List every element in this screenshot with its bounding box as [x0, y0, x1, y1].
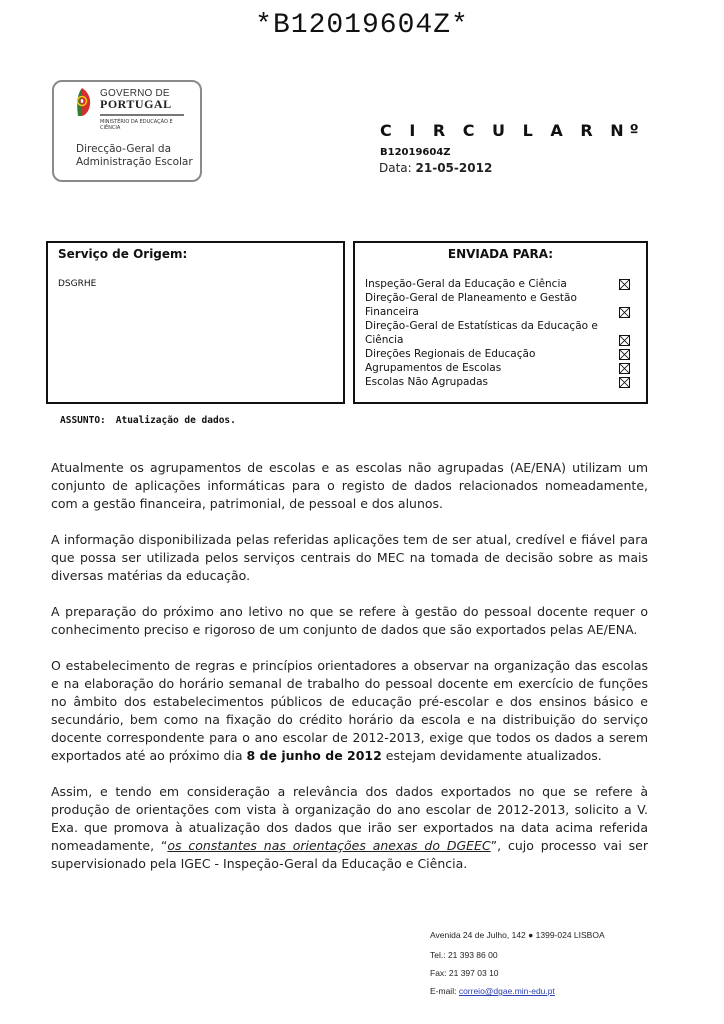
checked-box-icon[interactable] — [619, 377, 630, 388]
circular-number: B12019604Z — [380, 147, 451, 158]
date-value: 21-05-2012 — [415, 161, 493, 175]
body-paragraph-3: A preparação do próximo ano letivo no que se refere à gestão do pessoal docente requer o conhecimento preciso e rigoroso de um conjunto de dados que são exportados pelas AE/ENA. — [51, 604, 648, 637]
subject-label: ASSUNTO: — [60, 415, 106, 426]
email-label: E-mail: — [430, 986, 459, 996]
email-link[interactable]: correio@dgae.min-edu.pt — [458, 986, 555, 996]
recipient-item: Direção-Geral de Estatísticas da Educação e Ciência — [365, 320, 598, 346]
recipient-item: Agrupamentos de Escolas — [365, 362, 502, 374]
footer-fax: Fax: 21 397 03 10 — [430, 968, 499, 978]
origin-box — [46, 241, 345, 404]
logo-governo: GOVERNO DE — [100, 88, 170, 99]
logo-ministry: MINISTÉRIO DA EDUCAÇÃO E CIÊNCIA — [100, 119, 173, 131]
deadline-date: 8 de junho de 2012 — [246, 748, 382, 763]
annex-reference: os constantes nas orientações anexas do DGEEC — [167, 838, 491, 853]
footer-tel: Tel.: 21 393 86 00 — [430, 950, 498, 960]
portugal-flag-emblem-icon — [74, 87, 92, 117]
circular-label: C I R C U L A R Nº — [380, 121, 645, 140]
checked-box-icon[interactable] — [619, 363, 630, 374]
barcode-header: *B12019604Z* — [255, 10, 469, 41]
institution-logo — [52, 80, 202, 182]
body-paragraph-4: O estabelecimento de regras e princípios orientadores a observar na organização das escolas e na elaboração do horário semanal de trabalho do pessoal docente em exercício de funções no âmbito dos estabelecimentos públicos de educação pré-escolar e dos ensinos básico e secundário, bem como na fixação do crédito horário da escola e na distribuição do serviço docente correspondente para o ano escolar de 2012-2013, exige que todos os dados a serem exportados até ao próximo dia 8 de junho de 2012 estejam devidamente atualizados. — [51, 658, 648, 763]
checked-box-icon[interactable] — [619, 279, 630, 290]
checked-box-icon[interactable] — [619, 307, 630, 318]
recipient-item: Escolas Não Agrupadas — [365, 376, 489, 388]
subject-line — [60, 415, 236, 426]
footer-email-line — [430, 986, 555, 996]
origin-value: DSGRHE — [58, 279, 97, 289]
circular-title — [380, 121, 724, 159]
circular-date — [379, 161, 492, 175]
logo-directorate — [76, 143, 193, 169]
checked-box-icon[interactable] — [619, 335, 630, 346]
logo-directorate-line1: Direcção-Geral da — [76, 143, 172, 155]
subject-text: Atualização de dados. — [115, 415, 236, 426]
logo-portugal: PORTUGAL — [100, 97, 172, 111]
recipients-title: ENVIADA PARA: — [447, 247, 554, 261]
body-paragraph-5: Assim, e tendo em consideração a relevância dos dados exportados no que se refere à produção de orientações com vista à organização do ano escolar de 2012-2013, solicito a V. Exa. que promova à atualização dos dados que irão ser exportados na data acima referida nomeadamente, “os constantes nas orientações anexas do DGEEC”, cujo processo vai ser supervisionado pela IGEC - Inspeção-Geral da Educação e Ciência. — [51, 784, 648, 871]
recipient-item: Inspeção-Geral da Educação e Ciência — [365, 278, 567, 290]
date-label: Data: — [379, 161, 412, 175]
recipient-item: Direções Regionais de Educação — [365, 348, 536, 360]
footer-address: Avenida 24 de Julho, 142 ● 1399-024 LISBOA — [430, 930, 605, 940]
logo-directorate-line2: Administração Escolar — [76, 156, 193, 168]
logo-divider — [100, 114, 184, 116]
body-paragraph-1: Atualmente os agrupamentos de escolas e as escolas não agrupadas (AE/ENA) utilizam um conjunto de aplicações informáticas para o registo de dados relacionados nomeadamente, com a gestão financeira, patrimonial, de pessoal e dos alunos. — [51, 460, 648, 511]
checked-box-icon[interactable] — [619, 349, 630, 360]
recipient-item: Direção-Geral de Planeamento e Gestão Financeira — [365, 292, 577, 318]
body-paragraph-2: A informação disponibilizada pelas referidas aplicações tem de ser atual, credível e fiável para que possa ser utilizada pelos serviços centrais do MEC na tomada de decisão sobre as mais diversas matérias da educação. — [51, 532, 648, 583]
recipients-box — [353, 241, 648, 404]
origin-title: Serviço de Origem: — [58, 247, 188, 261]
